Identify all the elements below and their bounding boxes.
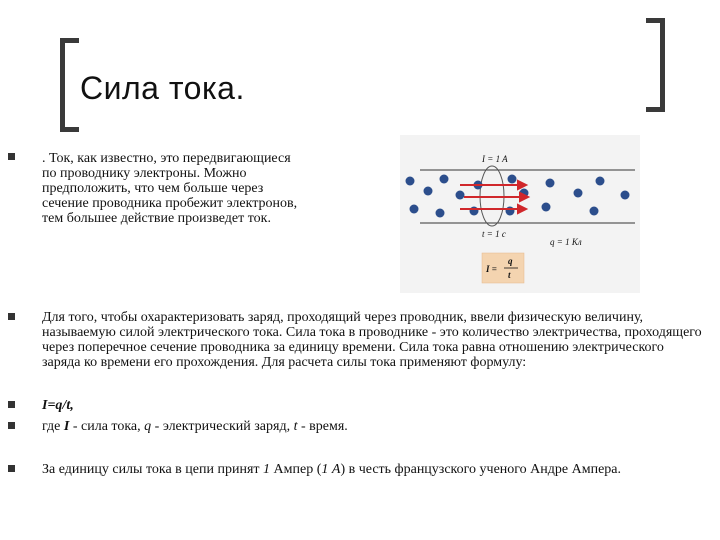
unit-text-b: Ампер (	[273, 462, 322, 477]
legend-var-q: q	[144, 419, 152, 434]
unit-abbreviation: 1 А	[321, 462, 341, 477]
title-bracket-left	[60, 38, 79, 132]
unit-text-a: За единицу силы тока в цепи принят	[42, 462, 260, 477]
current-label: I = 1 A	[482, 154, 508, 164]
unit-number: 1	[263, 462, 271, 477]
charge-label: q = 1 Кл	[550, 237, 582, 247]
legend-desc-t: - время.	[300, 419, 348, 434]
formula-numerator: q	[508, 256, 513, 266]
definition-paragraph: Для того, чтобы охарактеризовать заряд, проходящий через проводник, ввели физическую величину, называемую силой электрического тока. Сила тока в проводнике - это количество электричества, проходящего через поперечное сечение проводника за единицу времени. Сила тока равна отношению электрического заряда ко времени его прохождения. Для расчета силы тока применяют формулу:	[42, 310, 702, 370]
legend-desc-q: - электрический заряд,	[154, 419, 291, 434]
legend-var-t: t	[293, 419, 298, 434]
legend-desc-i: - сила тока,	[72, 419, 141, 434]
unit-paragraph	[42, 462, 702, 477]
bullet-marker	[8, 401, 15, 408]
bullet-marker	[8, 153, 15, 160]
formula-lhs: I =	[486, 264, 497, 274]
legend-prefix: где	[42, 419, 61, 434]
time-label: t = 1 c	[482, 229, 506, 239]
intro-paragraph: . Ток, как известно, это передвигающиеся по проводнику электроны. Можно предположить, что чем больше через сечение проводника пробежит электронов, тем большее действие произведет ток.	[42, 151, 298, 226]
unit-text-c: ) в честь французского ученого Андре Ампера.	[340, 462, 621, 477]
bullet-marker	[8, 465, 15, 472]
variables-legend	[42, 419, 348, 434]
title-bracket-right	[646, 18, 665, 112]
bullet-marker	[8, 422, 15, 429]
slide-title: Сила тока.	[80, 70, 245, 106]
legend-var-i: I	[63, 419, 70, 434]
current-formula: I=q/t,	[42, 398, 74, 413]
current-illustration	[400, 135, 640, 293]
conductor-diagram	[400, 135, 640, 293]
formula-denominator: t	[508, 270, 511, 280]
bullet-marker	[8, 313, 15, 320]
